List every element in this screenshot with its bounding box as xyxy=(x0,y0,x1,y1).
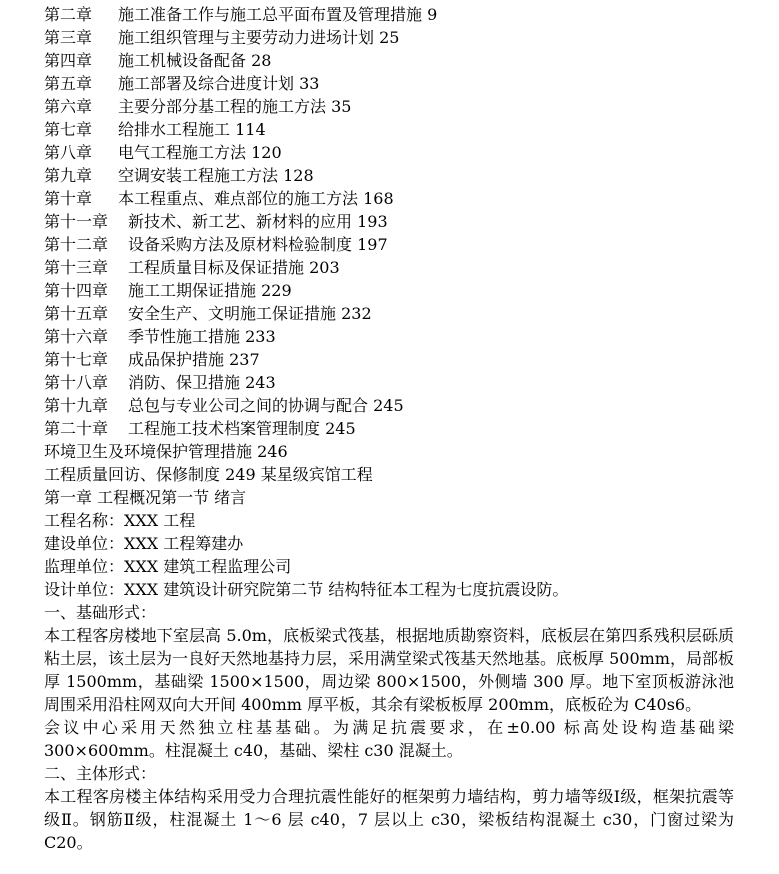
toc-chapter: 第九章 xyxy=(44,166,93,185)
toc-title: 施工机械设备配备 28 xyxy=(118,51,272,70)
toc-entry xyxy=(44,118,744,141)
toc-title: 新技术、新工艺、新材料的应用 193 xyxy=(128,212,388,231)
toc-entry xyxy=(44,141,744,164)
toc-chapter: 第二章 xyxy=(44,5,93,24)
toc-chapter: 第十八章 xyxy=(44,373,109,392)
toc-entry xyxy=(44,210,744,233)
toc-entry-warranty-and-project-title: 工程质量回访、保修制度 249 某星级宾馆工程 xyxy=(44,465,373,484)
toc-entry xyxy=(44,26,744,49)
toc-entry xyxy=(44,302,744,325)
toc-title: 安全生产、文明施工保证措施 232 xyxy=(128,304,372,323)
section-heading-main-structure: 二、主体形式： xyxy=(44,764,157,783)
toc-title: 设备采购方法及原材料检验制度 197 xyxy=(128,235,388,254)
toc-entry xyxy=(44,164,744,187)
toc-entry xyxy=(44,256,744,279)
toc-title: 成品保护措施 237 xyxy=(128,350,260,369)
toc-chapter: 第十章 xyxy=(44,189,93,208)
paragraph-main-structure: 本工程客房楼主体结构采用受力合理抗震性能好的框架剪力墙结构，剪力墙等级Ⅰ级，框架抗震等级Ⅱ。钢筋Ⅱ级，柱混凝土 1～6 层 c40，7 层以上 c30，梁板结构混凝土 c30，门窗过梁为 C20。 xyxy=(44,787,734,852)
toc-title: 电气工程施工方法 120 xyxy=(118,143,282,162)
toc-entry xyxy=(44,371,744,394)
toc-chapter: 第十三章 xyxy=(44,258,109,277)
toc-entry xyxy=(44,233,744,256)
chapter-heading: 第一章 工程概况第一节 绪言 xyxy=(44,488,247,507)
toc-chapter: 第十一章 xyxy=(44,212,109,231)
toc-chapter: 第十六章 xyxy=(44,327,109,346)
toc-title: 总包与专业公司之间的协调与配合 245 xyxy=(128,396,404,415)
toc-entry xyxy=(44,72,744,95)
toc-entry xyxy=(44,394,744,417)
toc-title: 施工部署及综合进度计划 33 xyxy=(118,74,320,93)
toc-entry xyxy=(44,417,744,440)
design-unit: 设计单位：XXX 建筑设计研究院第二节 结构特征本工程为七度抗震设防。 xyxy=(44,580,569,599)
document-page xyxy=(44,3,744,854)
project-name: 工程名称：XXX 工程 xyxy=(44,511,196,530)
toc-entry xyxy=(44,187,744,210)
toc-chapter: 第四章 xyxy=(44,51,93,70)
construction-unit: 建设单位：XXX 工程筹建办 xyxy=(44,534,244,553)
toc-chapter: 第七章 xyxy=(44,120,93,139)
toc-title: 本工程重点、难点部位的施工方法 168 xyxy=(118,189,394,208)
supervision-unit: 监理单位：XXX 建筑工程监理公司 xyxy=(44,557,292,576)
paragraph-conference-center: 会议中心采用天然独立柱基基础。为满足抗震要求，在±0.00 标高处设构造基础梁 300×600mm。柱混凝土 c40，基础、梁柱 c30 混凝土。 xyxy=(44,718,734,760)
toc-entry xyxy=(44,279,744,302)
toc-chapter: 第二十章 xyxy=(44,419,109,438)
toc-entry xyxy=(44,3,744,26)
toc-entry xyxy=(44,95,744,118)
toc-chapter: 第十四章 xyxy=(44,281,109,300)
toc-title: 给排水工程施工 114 xyxy=(118,120,266,139)
toc-title: 施工组织管理与主要劳动力进场计划 25 xyxy=(118,28,400,47)
toc-entry xyxy=(44,325,744,348)
toc-title: 主要分部分基工程的施工方法 35 xyxy=(118,97,352,116)
toc-chapter: 第十七章 xyxy=(44,350,109,369)
toc-chapter: 第十九章 xyxy=(44,396,109,415)
table-of-contents xyxy=(44,3,744,440)
toc-title: 施工准备工作与施工总平面布置及管理措施 9 xyxy=(118,5,438,24)
paragraph-foundation: 本工程客房楼地下室层高 5.0m，底板梁式筏基，根据地质勘察资料，底板层在第四系残积层砾质粘土层，该土层为一良好天然地基持力层，采用满堂梁式筏基天然地基。底板厚 500mm，局部板厚 1500mm，基础梁 1500×1500，周边梁 800×1500，外侧墙 300 厚。地下室顶板游泳池周围采用沿柱网双向大开间 400mm 厚平板，其余有梁板板厚 200mm，底板砼为 C40s6。 xyxy=(44,626,734,714)
toc-title: 季节性施工措施 233 xyxy=(128,327,276,346)
toc-chapter: 第三章 xyxy=(44,28,93,47)
toc-entry-environment: 环境卫生及环境保护管理措施 246 xyxy=(44,442,288,461)
toc-title: 施工工期保证措施 229 xyxy=(128,281,292,300)
toc-chapter: 第十二章 xyxy=(44,235,109,254)
toc-chapter: 第五章 xyxy=(44,74,93,93)
toc-entry xyxy=(44,348,744,371)
toc-title: 空调安装工程施工方法 128 xyxy=(118,166,314,185)
toc-title: 消防、保卫措施 243 xyxy=(128,373,276,392)
toc-chapter: 第六章 xyxy=(44,97,93,116)
toc-title: 工程施工技术档案管理制度 245 xyxy=(128,419,356,438)
toc-entry xyxy=(44,49,744,72)
toc-chapter: 第八章 xyxy=(44,143,93,162)
section-heading-foundation: 一、基础形式： xyxy=(44,603,157,622)
toc-title: 工程质量目标及保证措施 203 xyxy=(128,258,340,277)
toc-chapter: 第十五章 xyxy=(44,304,109,323)
